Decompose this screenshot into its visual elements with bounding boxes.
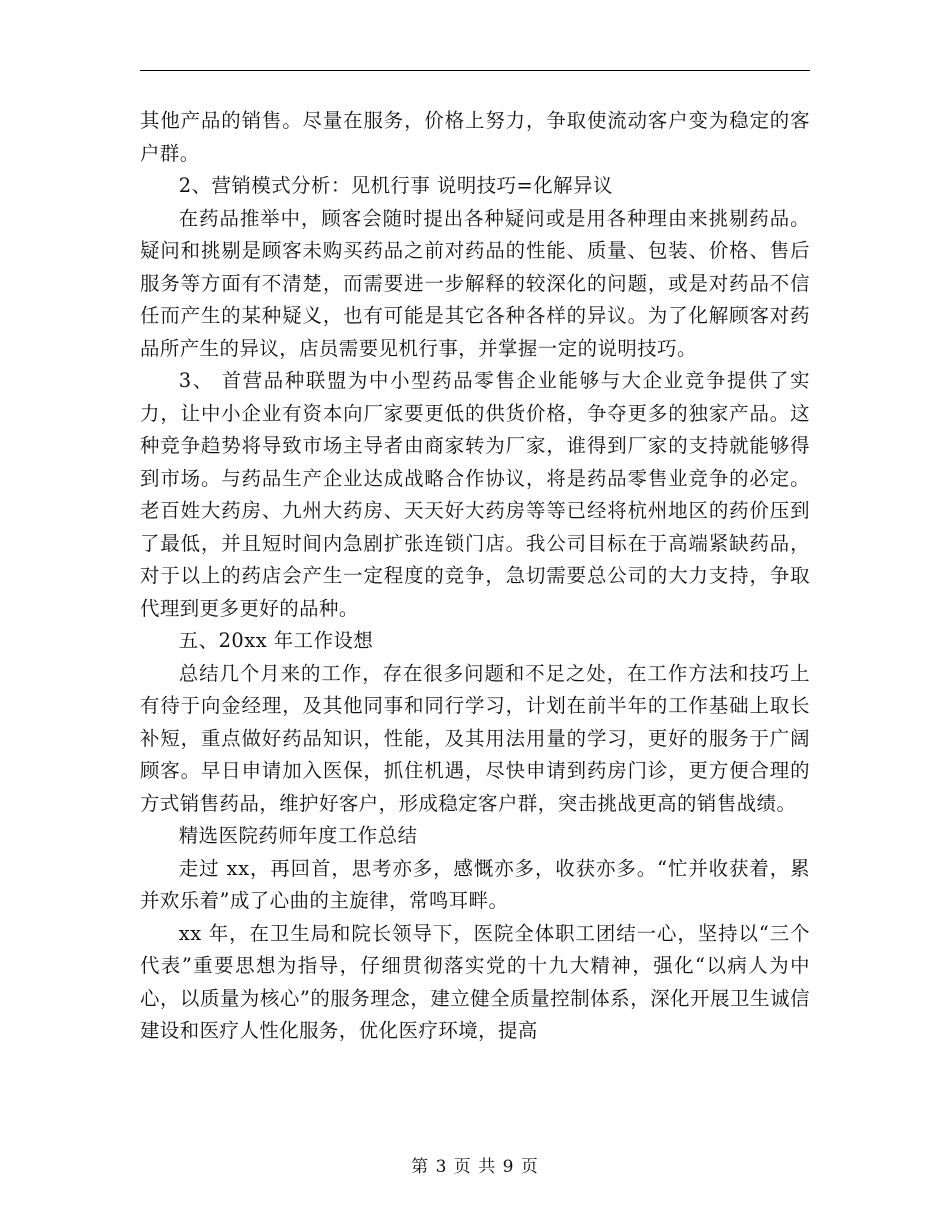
heading-pharmacist-summary: 精选医院药师年度工作总结 (178, 824, 418, 847)
paragraph-objections: 在药品推举中，顾客会随时提出各种疑问或是用各种理由来挑剔药品。疑问和挑剔是顾客未购买药品之前对药品的性能、质量、包装、价格、售后服务等方面有不清楚，而需要进一步解释的较深化的问题，或是对药品不信任而产生的某种疑义，也有可能是其它各种各样的异议。为了化解顾客对药品所产生的异议，店员需要见机行事，并掌握一定的说明技巧。 (140, 206, 810, 360)
paragraph-alliance: 3、 首营品种联盟为中小型药品零售企业能够与大企业竞争提供了实力，让中小企业有资本向厂家要更低的供货价格，争夺更多的独家产品。这种竞争趋势将导致市场主导者由商家转为厂家，谁得到厂家的支持就能够得到市场。与药品生产企业达成战略合作协议，将是药品零售业竞争的必定。老百姓大药房、九州大药房、天天好大药房等等已经将杭州地区的药价压到了最低，并且短时间内急剧扩张连锁门店。我公司目标在于高端紧缺药品，对于以上的药店会产生一定程度的竞争，急切需要总公司的大力支持，争取代理到更多更好的品种。 (140, 369, 810, 620)
paragraph-continuation: 其他产品的销售。尽量在服务，价格上努力，争取使流动客户变为稳定的客户群。 (140, 109, 810, 165)
paragraph-work-plan: 总结几个月来的工作，存在很多问题和不足之处，在工作方法和技巧上有待于向金经理，及其他同事和同行学习，计划在前半年的工作基础上取长补短，重点做好药品知识，性能，及其用法用量的学习，更好的服务于广阔顾客。早日申请加入医保，抓住机遇，尽快申请到药房门诊，更方便合理的方式销售药品，维护好客户，形成稳定客户群，突击挑战更高的销售战绩。 (140, 661, 810, 815)
page-number: 第 3 页 共 9 页 (411, 1157, 539, 1177)
heading-work-plan: 五、20xx 年工作设想 (178, 629, 374, 652)
paragraph-hospital-year: xx 年，在卫生局和院长领导下，医院全体职工团结一心，坚持以“三个代表”重要思想为指导，仔细贯彻落实党的十九大精神，强化“以病人为中心，以质量为核心”的服务理念，建立健全质量控制体系，深化开展卫生诚信建设和医疗人性化服务，优化医疗环境，提高 (140, 921, 810, 1042)
paragraph-reflection: 走过 xx，再回首，思考亦多，感慨亦多，收获亦多。“忙并收获着，累并欢乐着”成了心曲的主旋律，常鸣耳畔。 (140, 856, 810, 912)
header-rule (140, 70, 810, 71)
page-footer (0, 1152, 950, 1177)
heading-marketing-model: 2、营销模式分析：见机行事 说明技巧=化解异议 (178, 174, 613, 197)
document-body (140, 105, 810, 1048)
